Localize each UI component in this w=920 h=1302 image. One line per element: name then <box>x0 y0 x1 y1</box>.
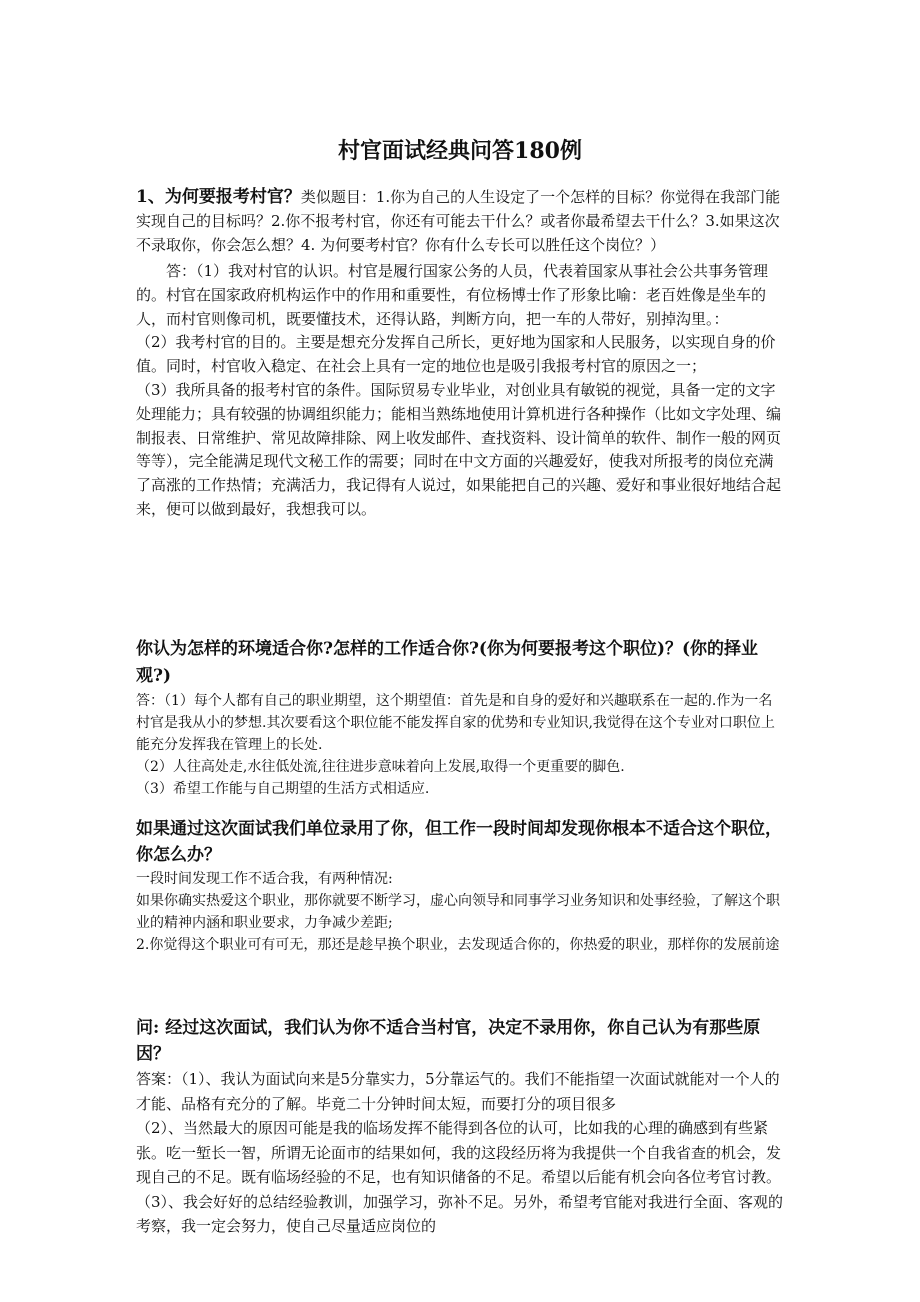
answer-3-part-3: 2.你觉得这个职业可有可无，那还是趁早换个职业，去发现适合你的，你热爱的职业，那样你的发展前途 <box>136 937 780 953</box>
document-title: 村官面试经典问答180例 <box>338 138 582 164</box>
answer-1-part-3: （3）我所具备的报考村官的条件。国际贸易专业毕业，对创业具有敏锐的视觉，具备一定的文字处理能力；具有较强的协调组织能力；能相当熟练地使用计算机进行各种操作（比如文字处理、编制报表、日常维护、常见故障排除、网上收发邮件、查找资料、设计简单的软件、制作一般的网页等等），完全能满足现代文秘工作的需要；同时在中文方面的兴趣爱好，使我对所报考的岗位充满了高涨的工作热情；充满活力，我记得有人说过，如果能把自己的兴趣、爱好和事业很好地结合起来，便可以做到最好，我想我可以。 <box>136 380 782 518</box>
question-1-paragraph <box>136 185 786 257</box>
answer-2-part-2: （2）人往高处走,水往低处流,往往进步意味着向上发展,取得一个更重要的脚色. <box>136 759 625 775</box>
question-1-similar: 类似题目：1.你为自己的人生设定了一个怎样的目标？你觉得在我部门能实现自己的目标吗？2.你不报考村官，你还有可能去干什么？或者你最希望去干什么？3.如果这次不录取你，你会怎么想？4. 为何要考村官？你有什么专长可以胜任这个岗位？） <box>136 188 781 254</box>
answer-1-part-1: 答：（1）我对村官的认识。村官是履行国家公务的人员，代表着国家从事社会公共事务管理的。村官在国家政府机构运作中的作用和重要性，有位杨博士作了形象比喻：老百姓像是坐车的人，而村官则像司机，既要懂技术，还得认路，判断方向，把一车的人带好，别掉沟里。： <box>136 262 769 328</box>
answer-4-part-1: 答案：（1）、我认为面试向来是5分靠实力，5分靠运气的。我们不能指望一次面试就能对一个人的才能、品格有充分的了解。毕竟二十分钟时间太短，而要打分的项目很多 <box>136 1070 780 1113</box>
question-4-heading: 问: 经过这次面试，我们认为你不适合当村官，决定不录用你，你自己认为有那些原因？ <box>136 1018 761 1064</box>
question-1-heading: 1、为何要报考村官？ <box>136 187 301 207</box>
answer-3-part-1: 一段时间发现工作不适合我，有两种情况: <box>136 871 393 887</box>
question-3-heading: 如果通过这次面试我们单位录用了你，但工作一段时间却发现你根本不适合这个职位，你怎么办？ <box>136 819 782 865</box>
answer-1-part-2: （2）我考村官的目的。主要是想充分发挥自己所长，更好地为国家和人民服务，以实现自身的价值。同时，村官收入稳定、在社会上具有一定的地位也是吸引我报考村官的原因之一； <box>136 333 776 376</box>
question-2-heading: 你认为怎样的环境适合你?怎样的工作适合你?(你为何要报考这个职位)？(你的择业观?) <box>136 639 759 686</box>
qa-section-1 <box>136 185 786 522</box>
answer-2-part-1: 答：（1）每个人都有自己的职业期望，这个期望值：首先是和自身的爱好和兴趣联系在一起的.作为一名村官是我从小的梦想.其次要看这个职位能不能发挥自家的优势和专业知识,我觉得在这个专业对口职位上能充分发挥我在管理上的长处. <box>136 693 775 753</box>
answer-4-part-2: （2）、当然最大的原因可能是我的临场发挥不能得到各位的认可，比如我的心理的确感到有些紧张。吃一堑长一智，所谓无论面市的结果如何，我的这段经历将为我提供一个自我省查的机会，发现自己的不足。既有临场经验的不足，也有知识储备的不足。希望以后能有机会向各位考官讨教。（3）、我会好好的总结经验教训，加强学习，弥补不足。另外，希望考官能对我进行全面、客观的考察，我一定会努力，使自己尽量适应岗位的 <box>136 1119 784 1235</box>
answer-2-part-3: （3）希望工作能与自己期望的生活方式相适应. <box>136 781 430 797</box>
qa-section-2 <box>136 636 786 800</box>
answer-3-part-2: 如果你确实热爱这个职业，那你就要不断学习，虚心向领导和同事学习业务知识和处事经验，了解这个职业的精神内涵和职业要求，力争减少差距; <box>136 893 780 931</box>
qa-section-4 <box>136 1015 786 1239</box>
qa-section-3 <box>136 816 786 956</box>
